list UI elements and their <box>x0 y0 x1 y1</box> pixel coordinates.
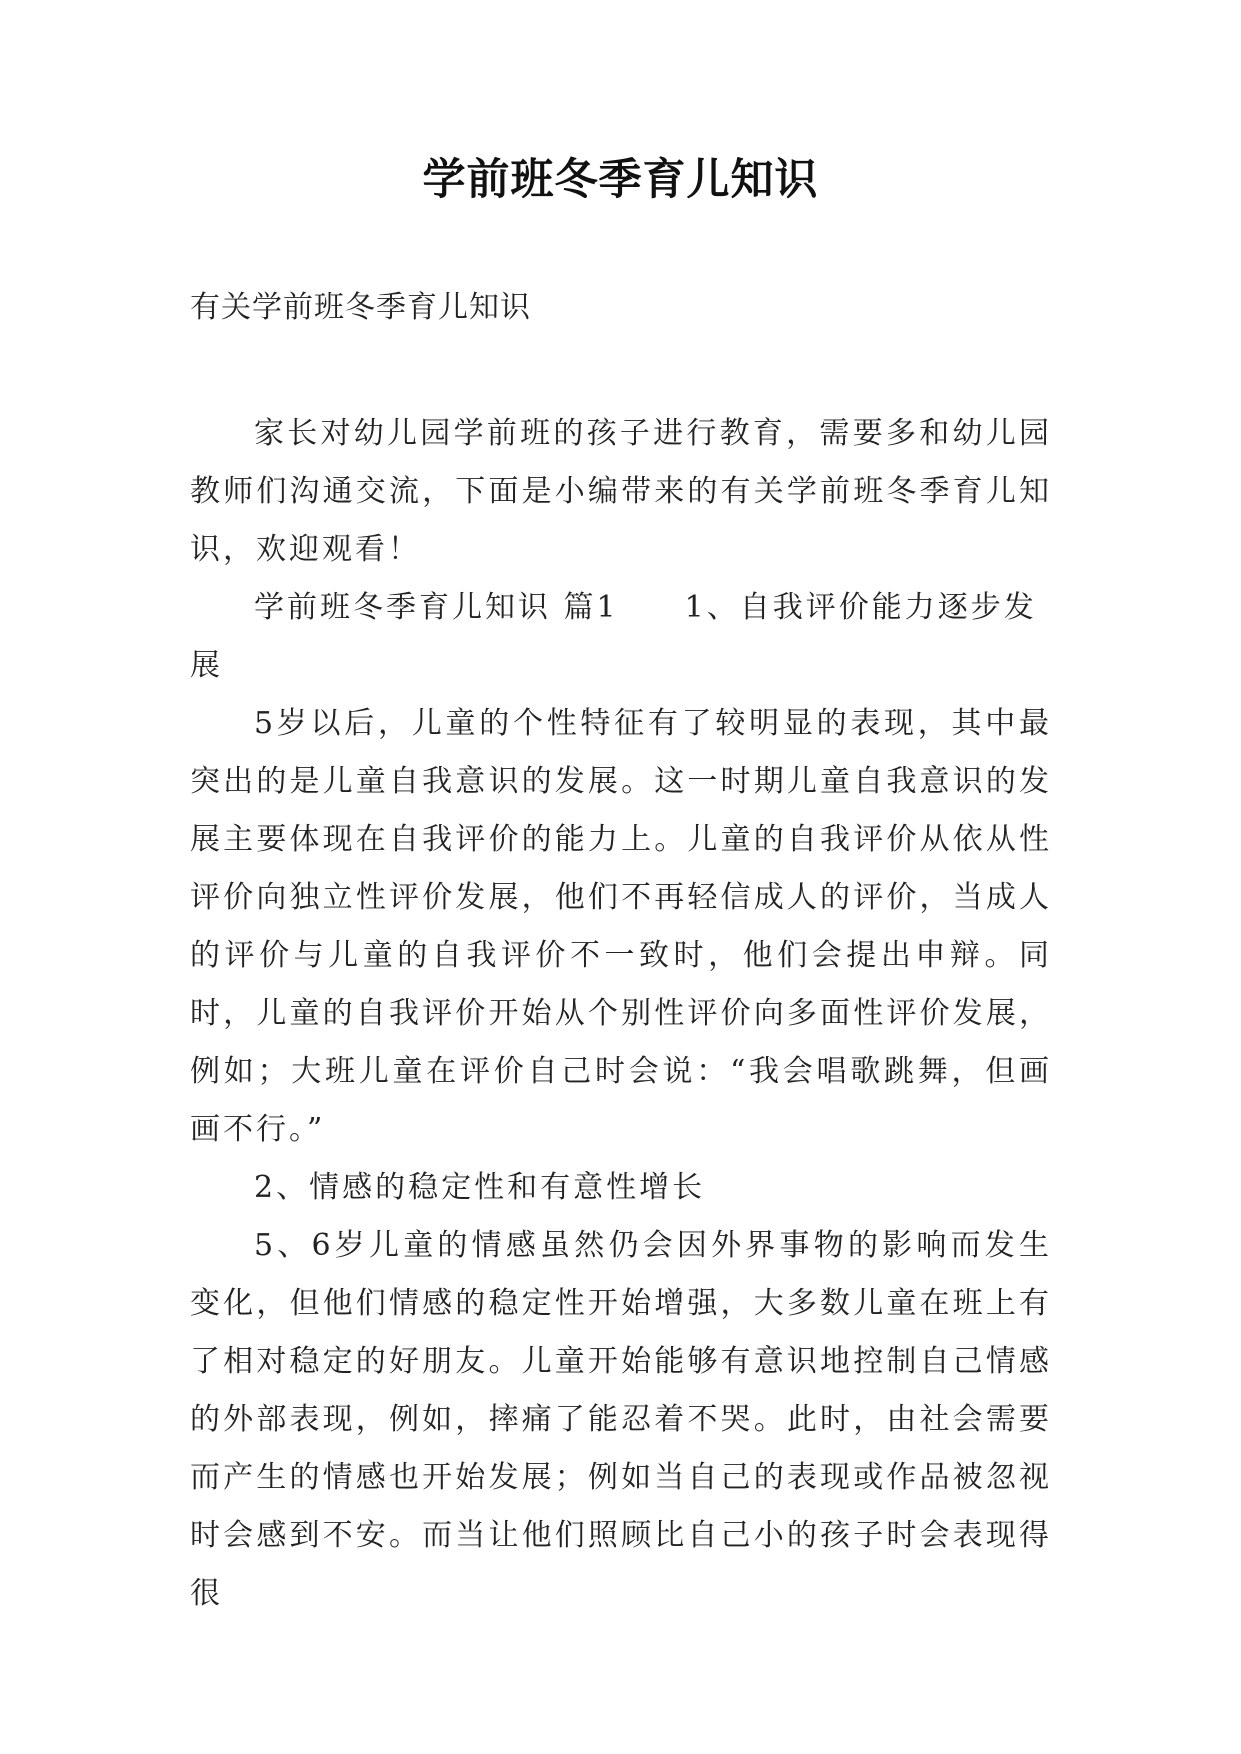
document-body <box>190 405 1052 1623</box>
document-title: 学前班冬季育儿知识 <box>422 155 819 205</box>
paragraph-emotion: 5、6岁儿童的情感虽然仍会因外界事物的影响而发生变化，但他们情感的稳定性开始增强，大多数儿童在班上有了相对稳定的好朋友。儿童开始能够有意识地控制自己情感的外部表现，例如，摔痛了能忍着不哭。此时，由社会需要而产生的情感也开始发展；例如当自己的表现或作品被忽视时会感到不安。而当让他们照顾比自己小的孩子时会表现得很 <box>190 1228 1052 1611</box>
section-heading-part1: 学前班冬季育儿知识 篇1 1、自我评价能力逐步发展 <box>190 590 1037 683</box>
section-heading-emotion: 2、情感的稳定性和有意性增长 <box>254 1170 706 1205</box>
document-subtitle: 有关学前班冬季育儿知识 <box>190 290 531 325</box>
paragraph-intro: 家长对幼儿园学前班的孩子进行教育，需要多和幼儿园教师们沟通交流，下面是小编带来的有关学前班冬季育儿知识，欢迎观看！ <box>190 416 1052 567</box>
paragraph-self-evaluation: 5岁以后，儿童的个性特征有了较明显的表现，其中最突出的是儿童自我意识的发展。这一时期儿童自我意识的发展主要体现在自我评价的能力上。儿童的自我评价从依从性评价向独立性评价发展，他们不再轻信成人的评价，当成人的评价与儿童的自我评价不一致时，他们会提出申辩。同时，儿童的自我评价开始从个别性评价向多面性评价发展，例如；大班儿童在评价自己时会说：“我会唱歌跳舞，但画画不行。” <box>190 706 1052 1147</box>
